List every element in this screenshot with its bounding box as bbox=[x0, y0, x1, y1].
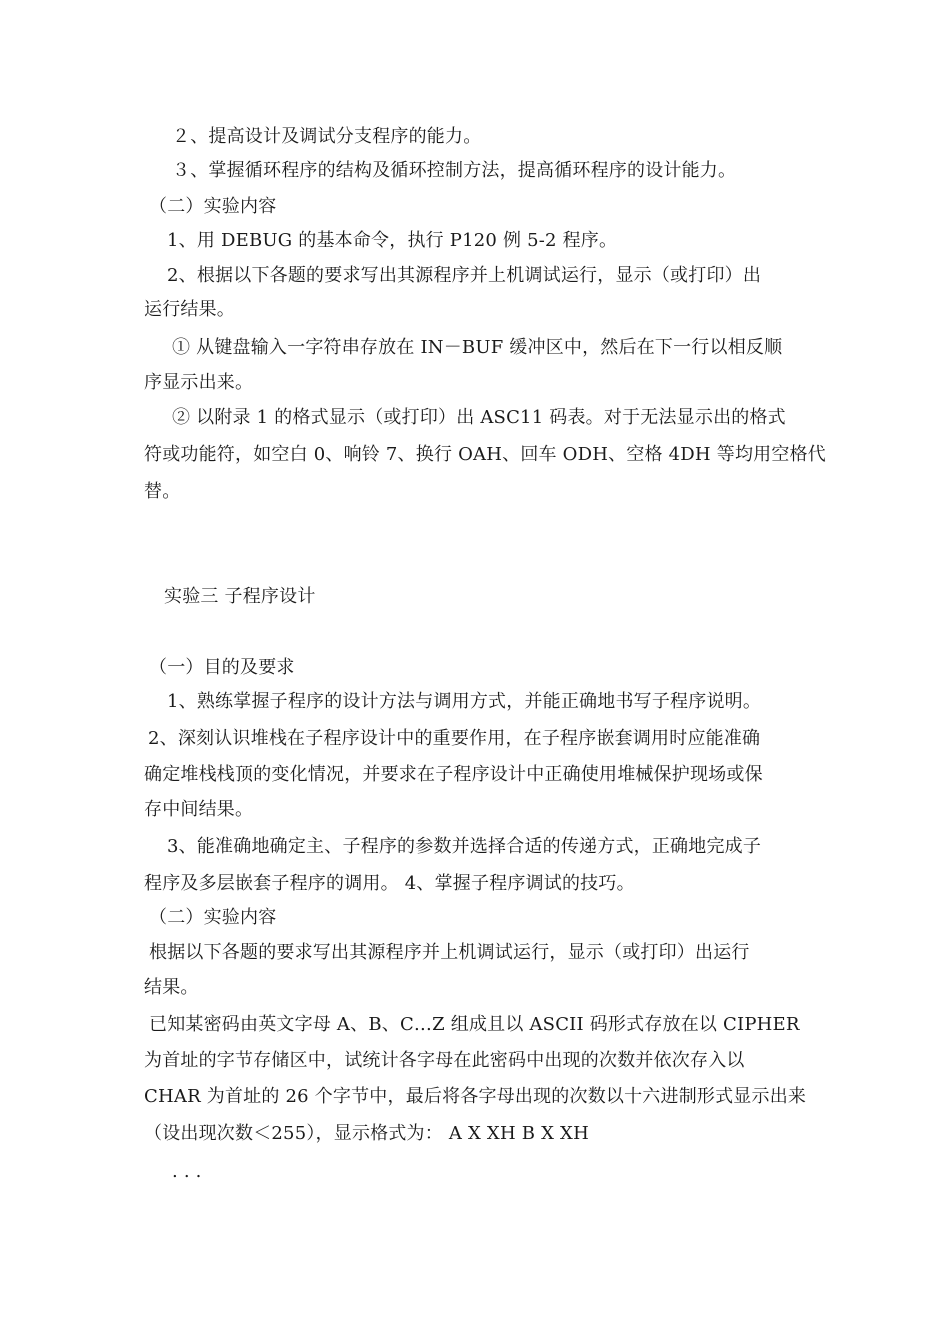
text-line: ３、掌握循环程序的结构及循环控制方法，提高循环程序的设计能力。 bbox=[172, 160, 737, 181]
text-line: 已知某密码由英文字母 A、B、C…Z 组成且以 ASCII 码形式存放在以 CIPHER bbox=[149, 1014, 800, 1035]
text-line: 2、深刻认识堆栈在子程序设计中的重要作用，在子程序嵌套调用时应能准确 bbox=[148, 728, 761, 749]
text-line: 结果。 bbox=[144, 977, 199, 998]
text-line: CHAR 为首址的 26 个字节中，最后将各字母出现的次数以十六进制形式显示出来 bbox=[144, 1086, 807, 1107]
text-line: ① 从键盘输入一字符串存放在 IN－BUF 缓冲区中，然后在下一行以相反顺 bbox=[172, 337, 783, 358]
text-line: 存中间结果。 bbox=[144, 799, 254, 820]
text-line: 1、熟练掌握子程序的设计方法与调用方式，并能正确地书写子程序说明。 bbox=[167, 691, 762, 712]
text-line: 3、能准确地确定主、子程序的参数并选择合适的传递方式，正确地完成子 bbox=[167, 836, 762, 857]
section-heading: （二）实验内容 bbox=[149, 907, 277, 928]
text-line: 2、根据以下各题的要求写出其源程序并上机调试运行，显示（或打印）出 bbox=[167, 265, 762, 286]
text-line: 序显示出来。 bbox=[144, 372, 254, 393]
text-line: 运行结果。 bbox=[144, 299, 235, 320]
text-line: 替。 bbox=[144, 481, 181, 502]
section-heading: （二）实验内容 bbox=[149, 196, 277, 217]
chapter-title: 实验三 子程序设计 bbox=[164, 586, 316, 607]
text-line: 根据以下各题的要求写出其源程序并上机调试运行，显示（或打印）出运行 bbox=[149, 942, 750, 963]
section-heading: （一）目的及要求 bbox=[149, 657, 295, 678]
text-line: 确定堆栈栈顶的变化情况，并要求在子程序设计中正确使用堆械保护现场或保 bbox=[144, 764, 763, 785]
text-line: 为首址的字节存储区中，试统计各字母在此密码中出现的次数并依次存入以 bbox=[144, 1050, 745, 1071]
text-line: （设出现次数＜255），显示格式为： A X XH B X XH bbox=[144, 1123, 589, 1144]
text-line: ② 以附录 1 的格式显示（或打印）出 ASC11 码表。对于无法显示出的格式 bbox=[172, 407, 786, 428]
text-line: 符或功能符，如空白 0、响铃 7、换行 OAH、回车 ODH、空格 4DH 等均用空格代 bbox=[144, 444, 826, 465]
text-line: 程序及多层嵌套子程序的调用。 4、掌握子程序调试的技巧。 bbox=[144, 873, 635, 894]
ellipsis: . . . bbox=[172, 1161, 202, 1182]
text-line: 1、用 DEBUG 的基本命令，执行 P120 例 5-2 程序。 bbox=[167, 230, 618, 251]
text-line: ２、提高设计及调试分支程序的能力。 bbox=[172, 126, 482, 147]
